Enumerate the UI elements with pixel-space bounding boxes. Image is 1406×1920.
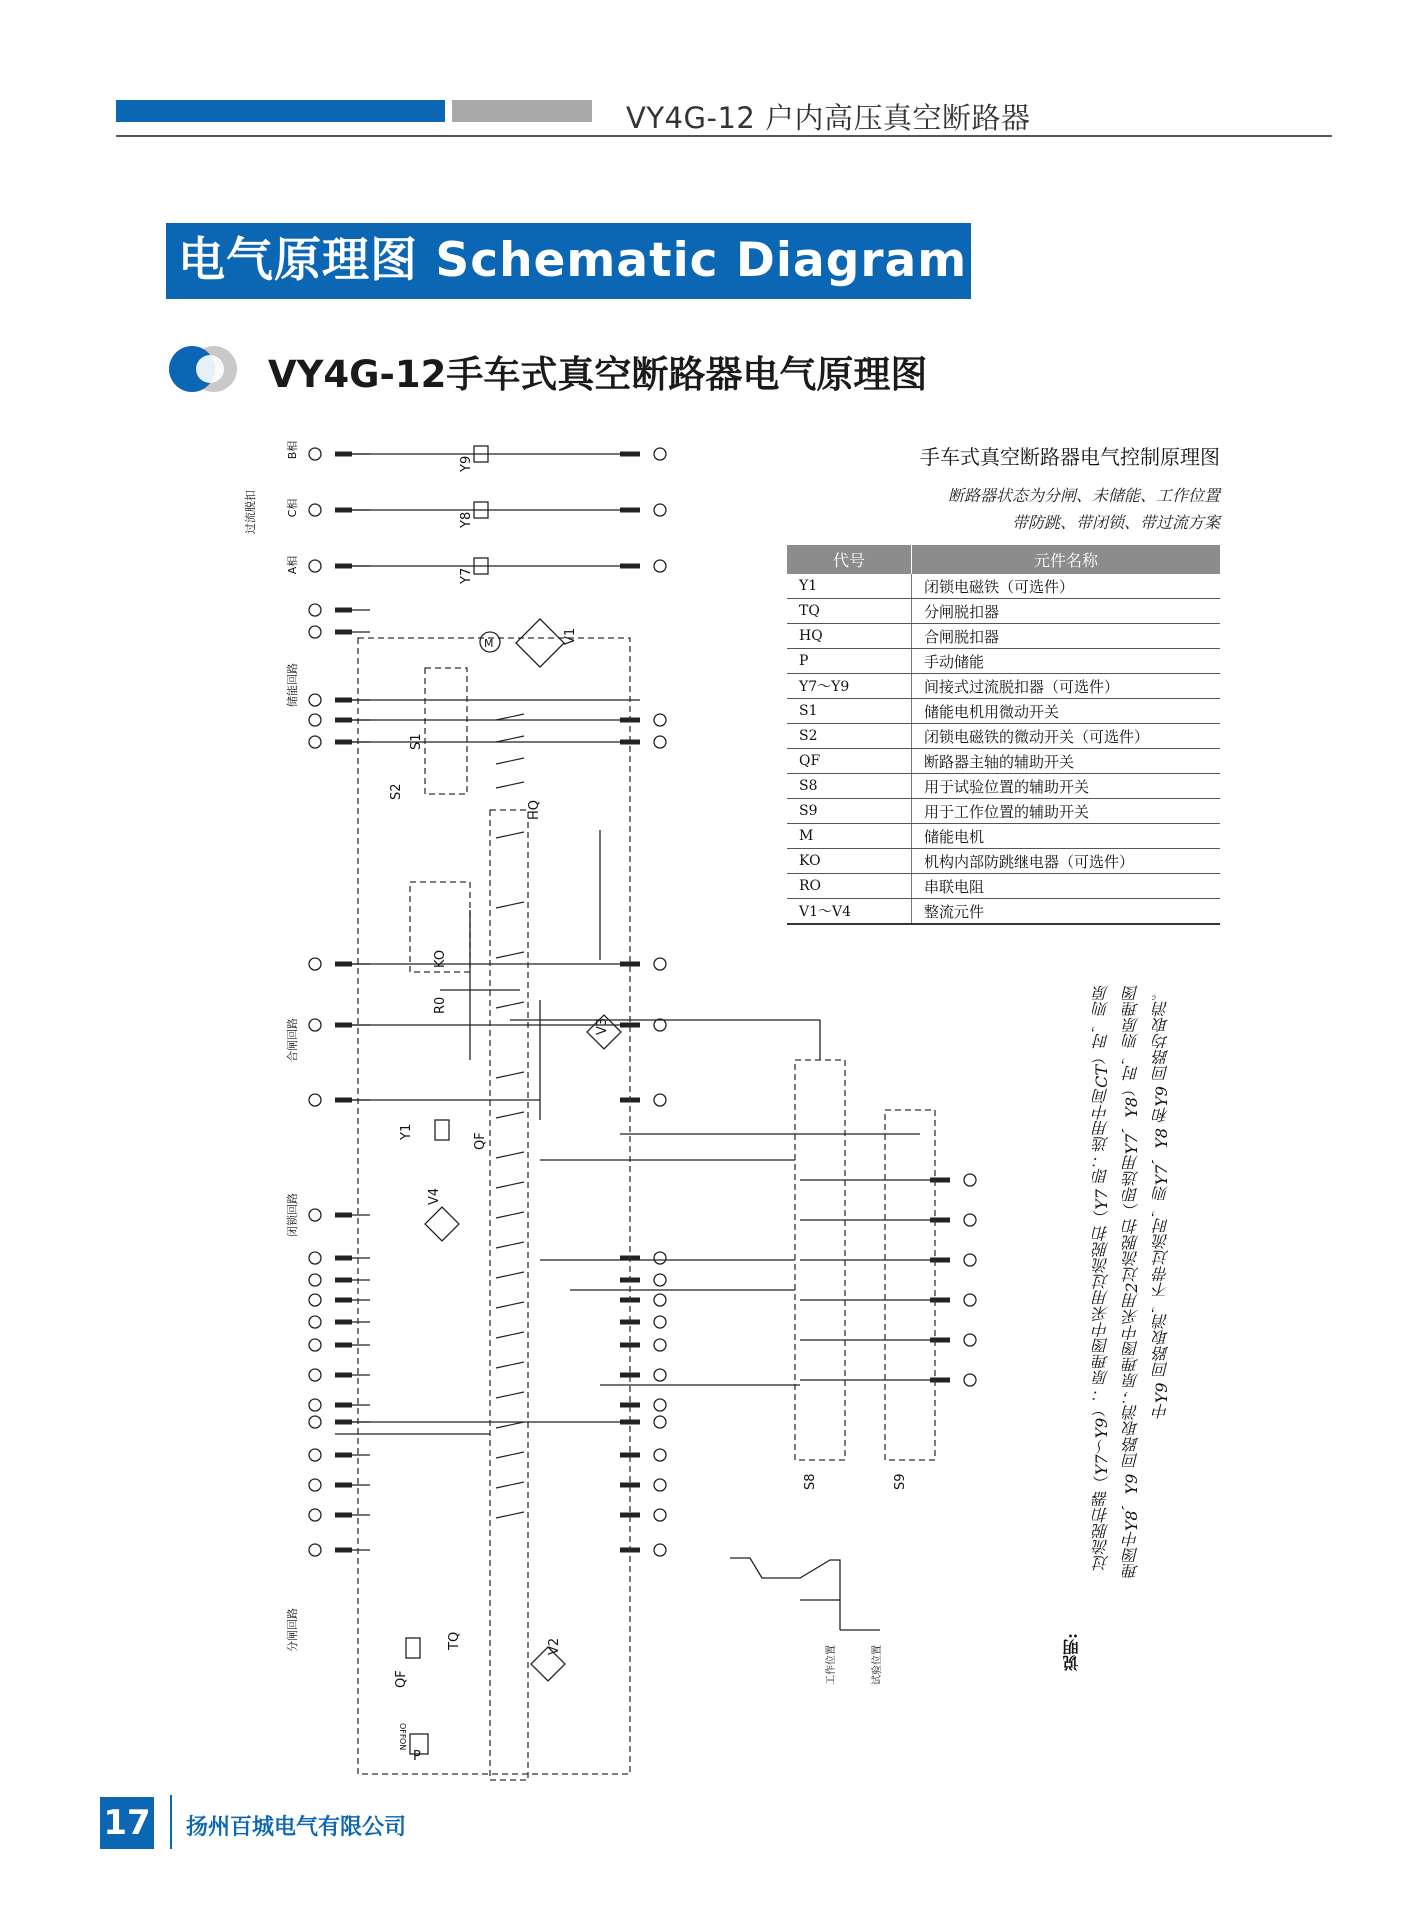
contact-pair	[496, 1002, 524, 1008]
terminal-left	[309, 560, 370, 572]
table-row	[787, 724, 1220, 749]
terminal-right	[620, 1294, 666, 1306]
row-name: 分闸脱扣器	[912, 599, 1221, 624]
label-tq: TQ	[447, 1631, 462, 1650]
row-code: V1～V4	[787, 899, 912, 925]
terminal-right	[620, 448, 666, 460]
contact-pair	[496, 1112, 524, 1118]
terminal-right	[800, 1214, 976, 1226]
label-a-phase: A相	[286, 555, 299, 575]
label-charging-circuit: 储能回路	[286, 663, 299, 707]
label-ko: KO	[433, 949, 448, 968]
sub-title: VY4G-12手车式真空断路器电气原理图	[268, 353, 928, 396]
label-on: ON	[398, 1738, 407, 1751]
label-m: M	[484, 637, 494, 650]
table-row	[787, 874, 1220, 899]
contact-pair	[496, 1242, 524, 1248]
row-code: S1	[787, 699, 912, 724]
terminal-right	[620, 1339, 666, 1351]
contact-pair	[496, 714, 524, 720]
contact-pair	[496, 952, 524, 958]
company-name: 扬州百城电气有限公司	[186, 1815, 407, 1840]
header-name: 元件名称	[912, 545, 1221, 574]
contact-pair	[496, 1422, 524, 1428]
row-name: 合闸脱扣器	[912, 624, 1221, 649]
row-name: 断路器主轴的辅助开关	[912, 749, 1221, 774]
row-code: S9	[787, 799, 912, 824]
label-lock-circuit: 闭锁回路	[286, 1193, 299, 1237]
notes-block	[1060, 985, 1180, 1685]
row-code: HQ	[787, 624, 912, 649]
label-v2: V2	[547, 1637, 562, 1655]
state-note-1: 断路器状态为分闸、未储能、工作位置	[947, 486, 1220, 505]
label-y7: Y7	[459, 567, 474, 584]
row-name: 闭锁电磁铁的微动开关（可选件）	[912, 724, 1221, 749]
label-overcurrent: 过流脱扣	[244, 490, 257, 534]
circles-icon	[166, 344, 246, 394]
label-s9: S9	[893, 1473, 908, 1490]
terminal-left	[309, 626, 370, 638]
note-line-3: 中Y9 回路取消，不带过流时，则Y7、Y8 和Y9 回路均取消。	[1152, 985, 1171, 1420]
label-working-position: 工作位置	[826, 1645, 837, 1685]
terminal-right	[620, 1252, 666, 1264]
header-title: VY4G-12 户内高压真空断路器	[626, 101, 1031, 135]
contact-pair	[496, 782, 524, 788]
label-hq: HQ	[527, 799, 542, 820]
row-name: 间接式过流脱扣器（可选件）	[912, 674, 1221, 699]
contact-pair	[496, 1482, 524, 1488]
terminal-left	[309, 504, 370, 516]
terminal-left	[309, 1209, 370, 1221]
terminal-right	[800, 1174, 976, 1186]
row-name: 储能电机用微动开关	[912, 699, 1221, 724]
terminal-right	[620, 560, 666, 572]
terminal-right	[620, 1509, 666, 1521]
section-banner: 电气原理图 Schematic Diagram	[166, 223, 971, 299]
page-number: 17	[100, 1797, 154, 1849]
terminal-left	[309, 1316, 370, 1328]
terminal-left	[309, 1252, 370, 1264]
header-code: 代号	[787, 545, 912, 574]
terminal-left	[309, 1449, 370, 1461]
label-qf: QF	[473, 1132, 488, 1150]
label-r0: R0	[433, 996, 448, 1014]
contact-pair	[496, 736, 524, 742]
note-line-2: 理图中Y8、Y9 回路取消；原理图中采用2过流脱扣（即选用Y7、Y8）时，则原理图	[1122, 985, 1141, 1580]
label-p: P	[413, 1749, 421, 1764]
table-row	[787, 799, 1220, 824]
table-row	[787, 899, 1220, 925]
row-code: M	[787, 824, 912, 849]
terminal-left	[309, 604, 370, 616]
contact-pair	[496, 1452, 524, 1458]
terminal-right	[800, 1374, 976, 1386]
terminal-left	[309, 1339, 370, 1351]
terminal-right	[620, 1544, 666, 1556]
footer-separator	[170, 1795, 172, 1849]
terminal-right	[800, 1334, 976, 1346]
label-s2: S2	[389, 783, 404, 800]
row-name: 储能电机	[912, 824, 1221, 849]
header-rule	[116, 135, 1332, 137]
table-row	[787, 574, 1220, 599]
contact-pair	[496, 1212, 524, 1218]
row-code: TQ	[787, 599, 912, 624]
state-note-2: 带防跳、带闭锁、带过流方案	[1011, 513, 1220, 532]
notes-heading: 说明:	[1062, 1633, 1081, 1671]
label-closing-circuit: 合闸回路	[286, 1018, 299, 1062]
label-b-phase: B相	[286, 440, 299, 460]
contact-pair	[496, 1182, 524, 1188]
row-code: QF	[787, 749, 912, 774]
terminal-right	[620, 1369, 666, 1381]
row-name: 手动储能	[912, 649, 1221, 674]
row-code: Y7～Y9	[787, 674, 912, 699]
contact-pair	[496, 758, 524, 764]
label-v1: V1	[563, 627, 578, 645]
table-row	[787, 749, 1220, 774]
contact-pair	[496, 902, 524, 908]
terminal-right	[800, 1254, 976, 1266]
row-name: 用于试验位置的辅助开关	[912, 774, 1221, 799]
terminal-right	[620, 1479, 666, 1491]
row-code: S2	[787, 724, 912, 749]
terminal-right	[620, 1399, 666, 1411]
table-row	[787, 774, 1220, 799]
row-code: S8	[787, 774, 912, 799]
table-row	[787, 824, 1220, 849]
label-s8: S8	[803, 1473, 818, 1490]
terminal-right	[620, 1316, 666, 1328]
label-off: OFF	[398, 1723, 407, 1739]
diagram-title: 手车式真空断路器电气控制原理图	[920, 445, 1220, 469]
component-table	[787, 545, 1220, 925]
row-name: 串联电阻	[912, 874, 1221, 899]
label-y9: Y9	[459, 455, 474, 472]
row-name: 整流元件	[912, 899, 1221, 925]
terminal-left	[309, 1509, 370, 1521]
contact-pair	[496, 832, 524, 838]
contact-pair	[496, 1152, 524, 1158]
terminal-left	[309, 1294, 370, 1306]
row-name: 闭锁电磁铁（可选件）	[912, 574, 1221, 599]
table-row	[787, 624, 1220, 649]
terminal-left	[309, 448, 370, 460]
table-row	[787, 849, 1220, 874]
label-y1: Y1	[399, 1123, 414, 1140]
contact-pair	[496, 1272, 524, 1278]
terminal-right	[620, 1274, 666, 1286]
label-s1: S1	[409, 733, 424, 750]
label-v4: V4	[427, 1187, 442, 1205]
state-notes	[780, 482, 1220, 536]
label-trip-circuit: 分闸回路	[286, 1608, 299, 1652]
terminal-left	[309, 1274, 370, 1286]
contact-pair	[496, 1302, 524, 1308]
terminal-right	[620, 504, 666, 516]
terminal-left	[309, 1479, 370, 1491]
label-y8: Y8	[459, 511, 474, 528]
terminal-right	[800, 1294, 976, 1306]
table-row	[787, 699, 1220, 724]
label-v3: V3	[595, 1017, 610, 1035]
contact-pair	[496, 1072, 524, 1078]
terminal-left	[309, 1399, 370, 1411]
table-row	[787, 649, 1220, 674]
terminal-right	[620, 1449, 666, 1461]
row-name: 用于工作位置的辅助开关	[912, 799, 1221, 824]
table-row	[787, 674, 1220, 699]
table-row	[787, 599, 1220, 624]
table-header-row	[787, 545, 1220, 574]
contact-pair	[496, 1392, 524, 1398]
note-line-1: 过流脱扣器（Y7～Y9）：原理图中采用过流脱扣（Y7 即：选用中间CT）时，则原	[1092, 985, 1111, 1572]
terminal-right	[620, 1094, 666, 1106]
row-code: P	[787, 649, 912, 674]
row-name: 机构内部防跳继电器（可选件）	[912, 849, 1221, 874]
contact-pair	[496, 1512, 524, 1518]
header-gray-bar	[452, 100, 592, 122]
header-blue-bar	[116, 100, 445, 122]
row-code: RO	[787, 874, 912, 899]
terminal-left	[309, 1369, 370, 1381]
terminal-left	[309, 1544, 370, 1556]
contact-pair	[496, 1362, 524, 1368]
label-c-phase: C相	[286, 498, 299, 518]
contact-pair	[496, 1332, 524, 1338]
row-code: KO	[787, 849, 912, 874]
label-test-position: 试验位置	[872, 1645, 883, 1685]
row-code: Y1	[787, 574, 912, 599]
label-qf-2: QF	[394, 1670, 409, 1688]
